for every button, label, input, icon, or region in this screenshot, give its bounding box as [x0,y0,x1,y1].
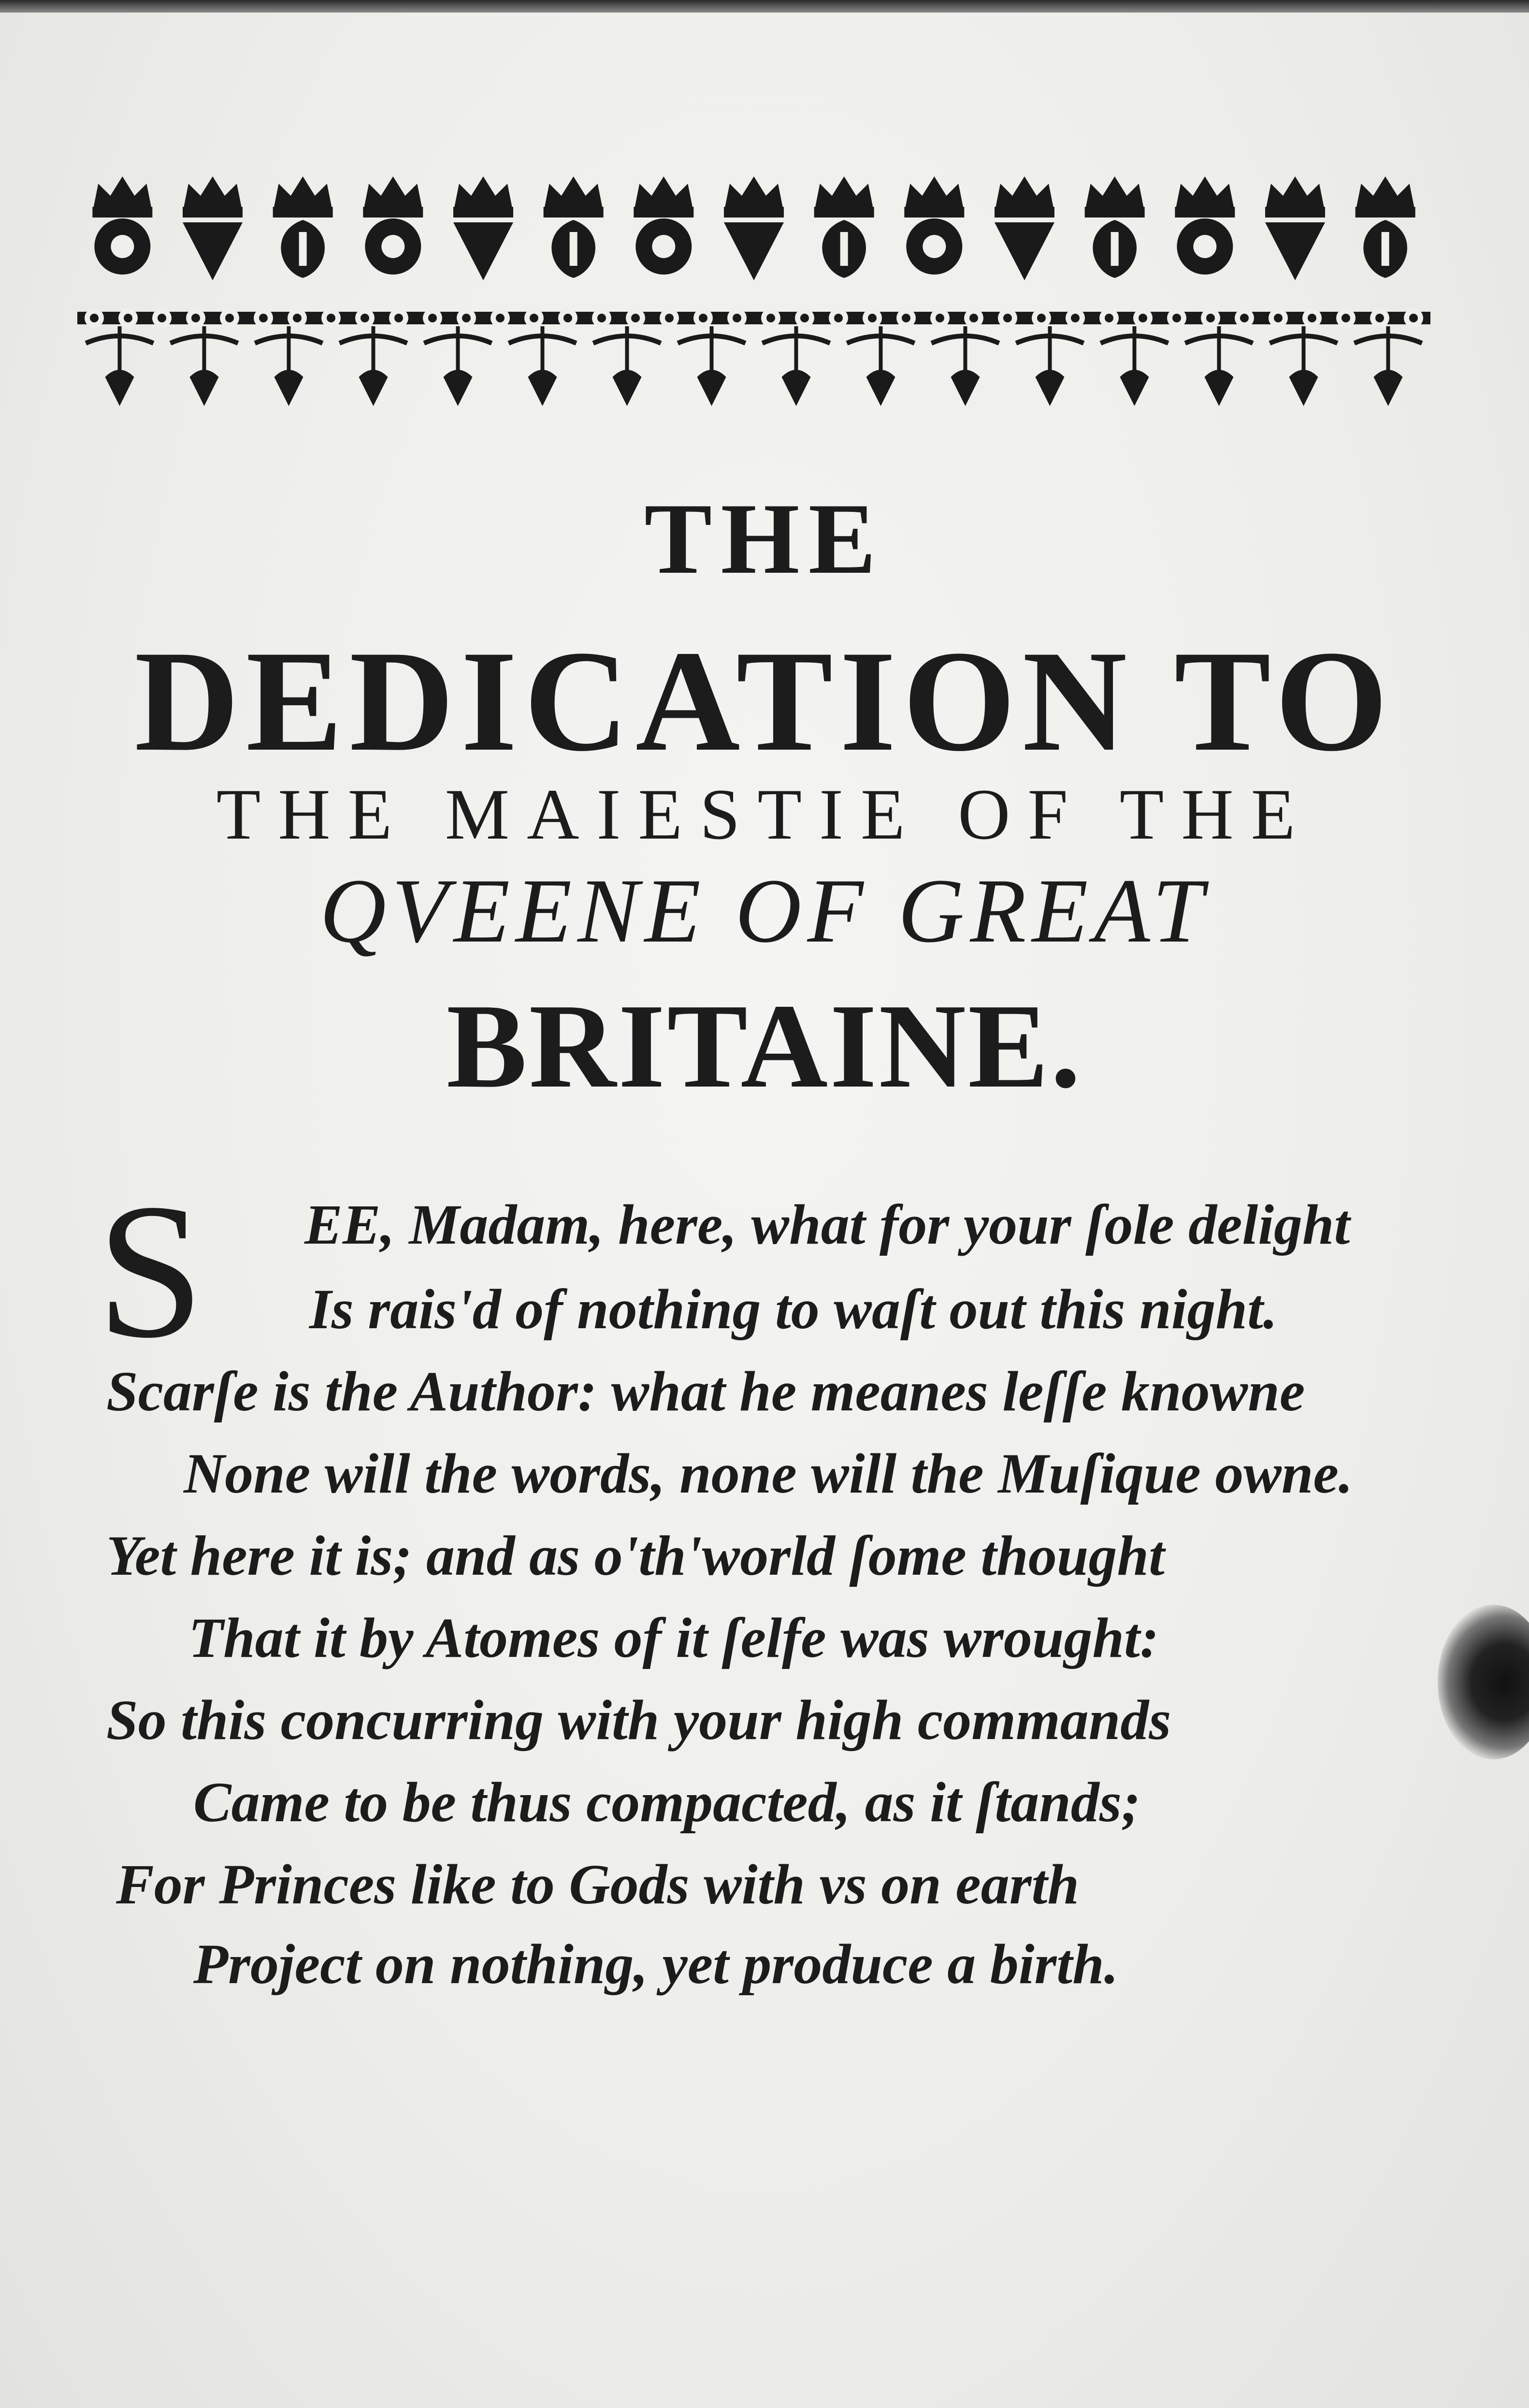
heading-line-queene: QVEENE OF GREAT [319,860,1210,962]
verse-line: That it by Atomes of it ſelfe was wrought: [188,1606,1159,1669]
ink-smudge [1438,1605,1529,1759]
royal-badges-ornament-icon [77,174,1430,425]
verse-line: Scarſe is the Author: what he meanes leſſe knowne [106,1360,1305,1423]
heading-line-britaine: BRITAINE. [446,979,1083,1113]
heading-line-majesty: THE MAIESTIE OF THE [216,774,1313,855]
verse-line: For Princes like to Gods with vs on earth [116,1853,1080,1916]
drop-cap: S [97,1164,204,1378]
verse-line: EE, Madam, here, what for your ſole delight [304,1193,1350,1256]
verse-line: Came to be thus compacted, as it ſtands; [193,1770,1141,1834]
verse-line: Is rais'd of nothing to waſt out this night. [309,1277,1278,1341]
verse-line: Yet here it is; and as o'th'world ſome thought [106,1524,1165,1587]
page-top-edge [0,0,1529,13]
verse-line: Project on nothing, yet produce a birth. [193,1932,1119,1996]
verse-line: None will the words, none will the Muſique owne. [184,1442,1353,1505]
heading-line-the: THE [644,483,885,595]
verse-line: So this concurring with your high commands [106,1688,1171,1752]
heading-line-dedication: DEDICATION TO [134,621,1395,781]
